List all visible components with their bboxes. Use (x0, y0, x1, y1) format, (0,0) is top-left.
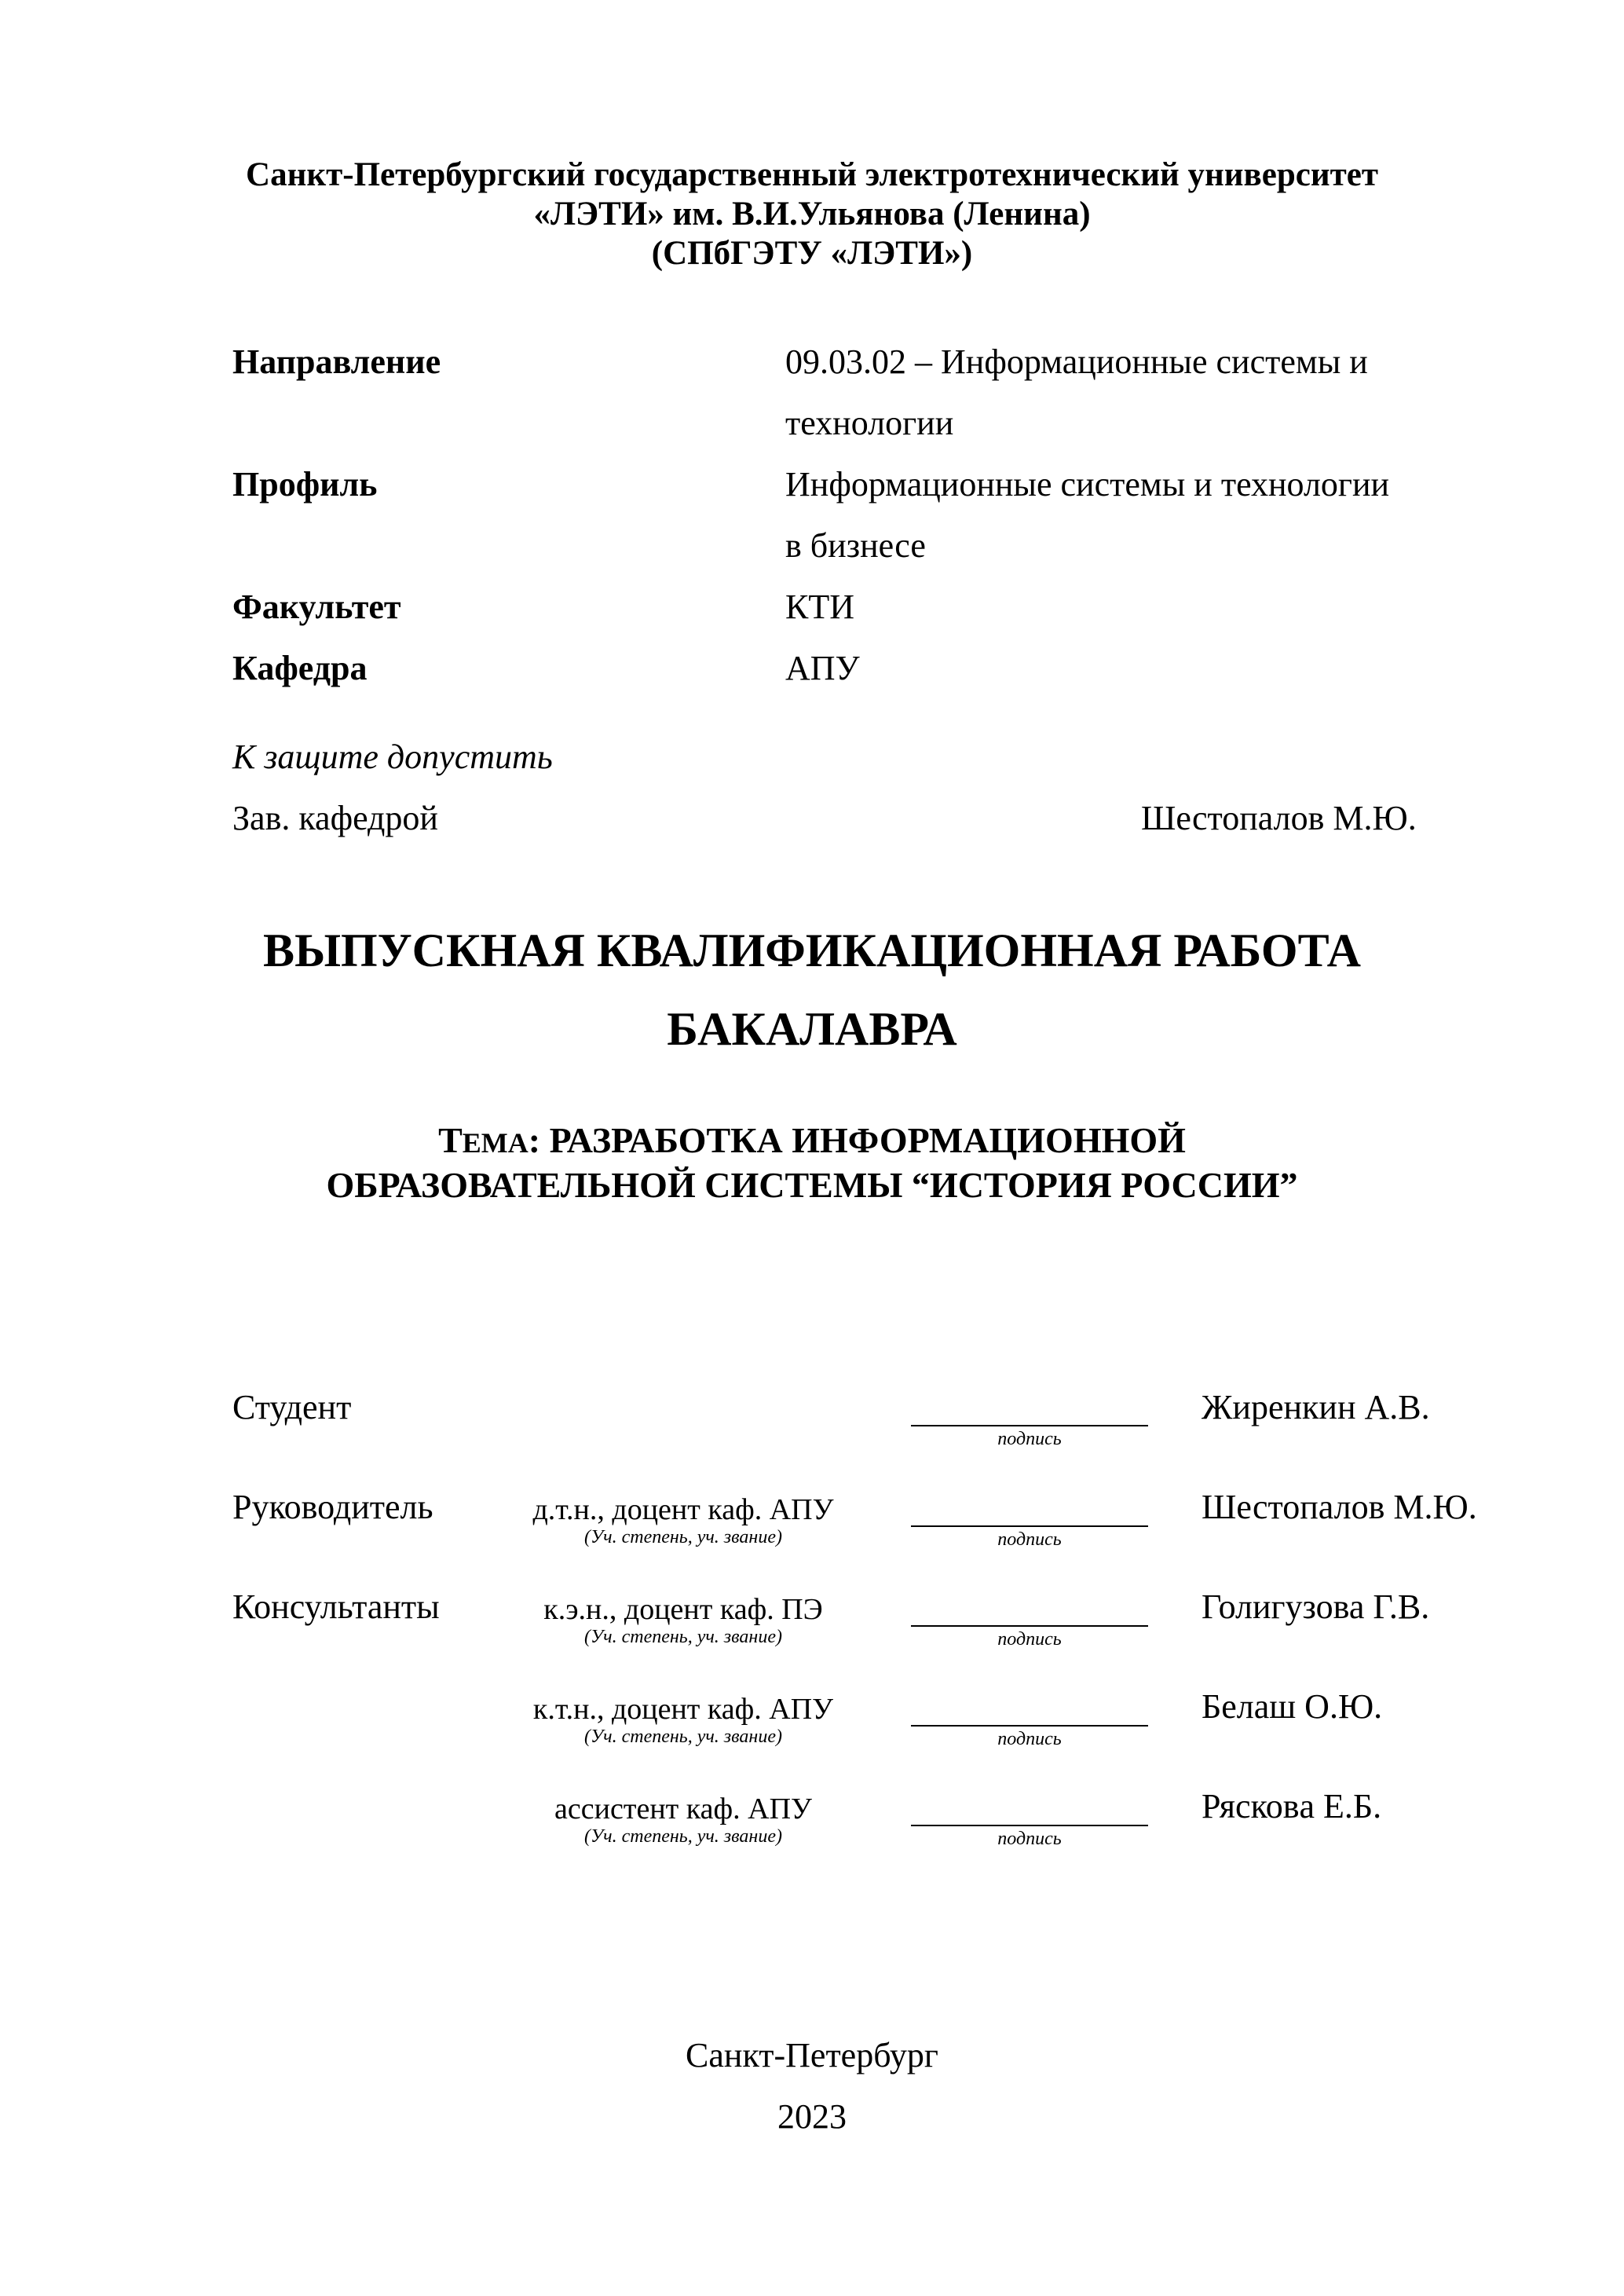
direction-value-line2: технологии (785, 404, 954, 442)
profile-label: Профиль (232, 465, 378, 504)
profile-value (785, 454, 1492, 577)
consultant-2-signature (911, 1725, 1148, 1750)
footer-city: Санкт-Петербург (686, 2036, 938, 2074)
faculty-value: КТИ (785, 588, 854, 626)
supervisor-signature (911, 1525, 1148, 1551)
signature-line (911, 1625, 1148, 1627)
signature-caption: подпись (997, 1829, 1062, 1849)
document-title-line2: БАКАЛАВРА (667, 1003, 957, 1055)
consultant-2-name: Белаш О.Ю. (1202, 1687, 1383, 1726)
university-name: Санкт-Петербургский государственный электротехнический университет (246, 156, 1378, 193)
head-of-department-name: Шестопалов М.Ю. (1141, 799, 1417, 837)
footer (0, 2025, 1624, 2148)
topic-prefix-smallcaps: ЕМА (462, 1127, 529, 1159)
consultant-3-signature (911, 1825, 1148, 1850)
signature-line (911, 1825, 1148, 1826)
consultants-role: Консультанты (232, 1587, 440, 1626)
student-signature (911, 1425, 1148, 1450)
signature-line (911, 1425, 1148, 1426)
consultant-3-name: Рясковa Е.Б. (1202, 1787, 1382, 1825)
direction-label: Направление (232, 342, 441, 381)
consultant-3-degree-block (503, 1792, 864, 1847)
document-title (0, 911, 1624, 1068)
student-name: Жиренкин А.В. (1202, 1388, 1430, 1426)
thesis-topic-line2: ОБРАЗОВАТЕЛЬНОЙ СИСТЕМЫ “ИСТОРИЯ РОССИИ” (326, 1165, 1298, 1205)
signature-line (911, 1525, 1148, 1527)
topic-prefix-capital: Т (438, 1120, 463, 1160)
signature-caption: подпись (997, 1629, 1062, 1650)
profile-value-line2: в бизнесе (785, 526, 926, 565)
topic-line1-text: : РАЗРАБОТКА ИНФОРМАЦИОННОЙ (528, 1120, 1186, 1160)
supervisor-role: Руководитель (232, 1488, 433, 1526)
degree-caption: (Уч. степень, уч. звание) (584, 1627, 782, 1647)
consultant-1-degree-block (503, 1592, 864, 1647)
consultant-1-degree: к.э.н., доцент каф. ПЭ (543, 1593, 823, 1626)
degree-caption: (Уч. степень, уч. звание) (584, 1727, 782, 1747)
thesis-topic (0, 1119, 1624, 1207)
signature-line (911, 1725, 1148, 1727)
degree-caption: (Уч. степень, уч. звание) (584, 1826, 782, 1847)
consultant-1-signature (911, 1625, 1148, 1650)
consultant-2-degree-block (503, 1692, 864, 1747)
signature-caption: подпись (997, 1429, 1062, 1449)
direction-value (785, 331, 1492, 454)
signature-caption: подпись (997, 1529, 1062, 1550)
direction-value-line1: 09.03.02 – Информационные системы и (785, 342, 1368, 381)
department-label: Кафедра (232, 649, 368, 687)
supervisor-degree-block (503, 1492, 864, 1547)
consultant-1-name: Голигузова Г.В. (1202, 1587, 1430, 1626)
university-header (0, 156, 1624, 273)
signature-caption: подпись (997, 1729, 1062, 1749)
consultant-3-degree: ассистент каф. АПУ (554, 1792, 812, 1825)
university-abbreviation: (СПбГЭТУ «ЛЭТИ») (651, 235, 973, 272)
supervisor-degree: д.т.н., доцент каф. АПУ (532, 1493, 834, 1526)
thesis-topic-line1 (0, 1119, 1624, 1164)
head-of-department-label: Зав. кафедрой (232, 799, 438, 837)
university-name-short: «ЛЭТИ» им. В.И.Ульянова (Ленина) (533, 196, 1091, 233)
admission-note: К защите допустить (232, 738, 553, 776)
supervisor-name: Шестопалов М.Ю. (1202, 1488, 1477, 1526)
profile-value-line1: Информационные системы и технологии (785, 465, 1390, 504)
faculty-label: Факультет (232, 588, 401, 626)
student-role: Студент (232, 1388, 352, 1426)
degree-caption: (Уч. степень, уч. звание) (584, 1527, 782, 1547)
footer-year: 2023 (777, 2097, 847, 2136)
consultant-2-degree: к.т.н., доцент каф. АПУ (532, 1693, 834, 1726)
department-value: АПУ (785, 649, 860, 687)
document-title-line1: ВЫПУСКНАЯ КВАЛИФИКАЦИОННАЯ РАБОТА (263, 925, 1361, 976)
